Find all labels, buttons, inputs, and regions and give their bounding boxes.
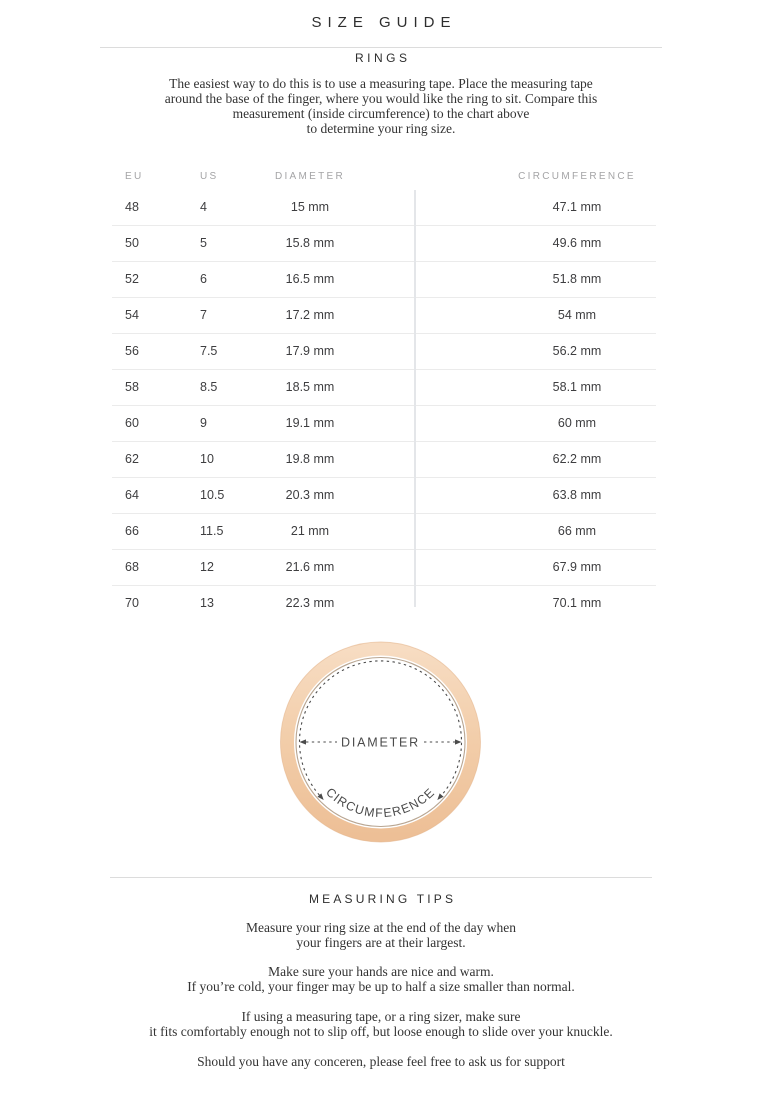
cell-circumference: 58.1 mm: [552, 380, 602, 394]
table-row: [112, 550, 656, 586]
cell-diameter: 15.8 mm: [285, 236, 335, 250]
cell-eu-size: 70: [125, 596, 139, 610]
intro-line: measurement (inside circumference) to the chart above: [232, 106, 530, 121]
cell-diameter: 15 mm: [290, 200, 330, 214]
cell-eu-size: 56: [125, 344, 139, 358]
cell-us-size: 7.5: [200, 344, 218, 358]
cell-eu-size: 54: [125, 308, 139, 322]
tip-line: Measure your ring size at the end of the day when: [246, 920, 516, 935]
cell-diameter: 16.5 mm: [285, 272, 335, 286]
table-row: [112, 514, 656, 550]
table-row: [112, 370, 656, 406]
cell-circumference: 51.8 mm: [552, 272, 602, 286]
cell-circumference: 47.1 mm: [552, 200, 602, 214]
cell-us-size: 10.5: [200, 488, 225, 502]
cell-circumference: 56.2 mm: [552, 344, 602, 358]
section-heading-rings: RINGS: [354, 51, 411, 65]
page-title: SIZE GUIDE: [311, 14, 457, 31]
diameter-label: DIAMETER: [341, 735, 420, 750]
cell-eu-size: 66: [125, 524, 139, 538]
tip-line: If you’re cold, your finger may be up to half a size smaller than normal.: [187, 979, 575, 994]
cell-eu-size: 62: [125, 452, 139, 466]
cell-us-size: 9: [200, 416, 207, 430]
title-divider: [100, 47, 662, 48]
column-header-circumference: CIRCUMFERENCE: [518, 171, 636, 182]
cell-diameter: 22.3 mm: [285, 596, 335, 610]
column-header-us: US: [200, 171, 219, 182]
column-header-diameter: DIAMETER: [274, 171, 346, 182]
cell-us-size: 5: [200, 236, 207, 250]
cell-diameter: 18.5 mm: [285, 380, 335, 394]
cell-us-size: 6: [200, 272, 207, 286]
cell-eu-size: 48: [125, 200, 139, 214]
diameter-arrow-right-icon: [455, 739, 462, 744]
tip-paragraph: [0, 920, 762, 950]
ring-diagram: [259, 621, 502, 864]
table-row: [112, 406, 656, 442]
cell-us-size: 11.5: [200, 524, 224, 538]
tips-divider: [110, 877, 652, 878]
cell-eu-size: 68: [125, 560, 139, 574]
circumference-label: CIRCUMFERENCE: [323, 784, 438, 821]
cell-eu-size: 52: [125, 272, 139, 286]
cell-us-size: 4: [200, 200, 207, 214]
tip-paragraph: [0, 1009, 762, 1039]
cell-circumference: 54 mm: [557, 308, 597, 322]
tip-paragraph: [0, 964, 762, 994]
size-table: [112, 190, 656, 621]
tip-line: Make sure your hands are nice and warm.: [268, 964, 494, 979]
intro-paragraph: [0, 76, 762, 136]
cell-us-size: 12: [200, 560, 214, 574]
table-column-divider: [414, 190, 416, 607]
table-row: [112, 442, 656, 478]
cell-us-size: 8.5: [200, 380, 218, 394]
cell-us-size: 10: [200, 452, 214, 466]
table-row: [112, 478, 656, 514]
table-row: [112, 586, 656, 621]
tip-line: Should you have any conceren, please feel free to ask us for support: [197, 1054, 565, 1069]
cell-us-size: 13: [200, 596, 214, 610]
cell-diameter: 20.3 mm: [285, 488, 335, 502]
tips-heading: MEASURING TIPS: [308, 892, 457, 906]
intro-line: to determine your ring size.: [306, 121, 456, 136]
table-row: [112, 298, 656, 334]
table-row: [112, 190, 656, 226]
tip-line: it fits comfortably enough not to slip off, but loose enough to slide over your knuckle.: [149, 1024, 613, 1039]
cell-diameter: 19.1 mm: [285, 416, 335, 430]
intro-line: The easiest way to do this is to use a measuring tape. Place the measuring tape: [169, 76, 593, 91]
cell-circumference: 63.8 mm: [552, 488, 602, 502]
tip-line: your fingers are at their largest.: [296, 935, 466, 950]
tip-paragraph: [0, 1054, 762, 1069]
tip-line: If using a measuring tape, or a ring sizer, make sure: [241, 1009, 521, 1024]
cell-eu-size: 58: [125, 380, 139, 394]
cell-circumference: 66 mm: [557, 524, 597, 538]
cell-diameter: 21.6 mm: [285, 560, 335, 574]
cell-diameter: 21 mm: [290, 524, 330, 538]
cell-eu-size: 50: [125, 236, 139, 250]
intro-line: around the base of the finger, where you would like the ring to sit. Compare this: [164, 91, 598, 106]
cell-eu-size: 64: [125, 488, 139, 502]
column-header-eu: EU: [125, 171, 144, 182]
cell-eu-size: 60: [125, 416, 139, 430]
cell-diameter: 17.2 mm: [285, 308, 335, 322]
cell-circumference: 60 mm: [557, 416, 597, 430]
cell-circumference: 70.1 mm: [552, 596, 602, 610]
table-row: [112, 334, 656, 370]
cell-diameter: 19.8 mm: [285, 452, 335, 466]
cell-circumference: 67.9 mm: [552, 560, 602, 574]
cell-diameter: 17.9 mm: [285, 344, 335, 358]
circumference-dashed-circle: [300, 661, 462, 795]
cell-circumference: 62.2 mm: [552, 452, 602, 466]
table-row: [112, 262, 656, 298]
table-row: [112, 226, 656, 262]
cell-circumference: 49.6 mm: [552, 236, 602, 250]
diameter-arrow-left-icon: [300, 739, 307, 744]
cell-us-size: 7: [200, 308, 207, 322]
